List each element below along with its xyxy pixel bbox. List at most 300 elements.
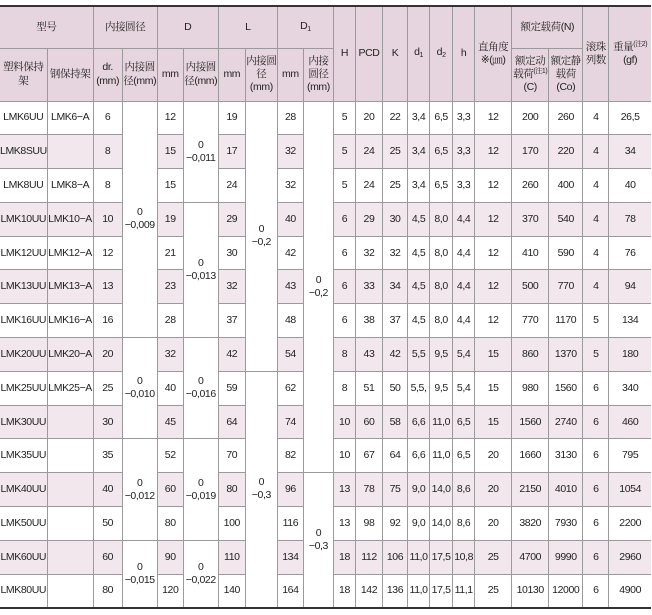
D1-value: 32 <box>277 169 303 203</box>
steel-retainer-model: LMK6−A <box>47 101 93 135</box>
header-D1-sub: 1 <box>307 25 311 33</box>
steel-retainer-model <box>47 439 93 473</box>
tolerance-upper: 0 <box>198 138 204 151</box>
table-row <box>0 473 651 507</box>
balls-value: 6 <box>583 574 609 608</box>
D1-value: 62 <box>277 371 303 405</box>
d2-value: 8,0 <box>430 270 453 304</box>
header-d2-sub: 2 <box>442 52 446 60</box>
header-d1 <box>408 6 430 101</box>
d2-value: 8,0 <box>430 304 453 338</box>
header-dynamic-note: (注1) <box>533 67 548 75</box>
L-value: 110 <box>218 540 245 574</box>
balls-value: 5 <box>583 338 609 372</box>
D1-value: 54 <box>277 338 303 372</box>
dr-value: 8 <box>93 135 122 169</box>
h-value: 3,3 <box>453 135 475 169</box>
L-value: 37 <box>218 304 245 338</box>
header-D-mm: mm <box>157 48 183 101</box>
dr-value: 16 <box>93 304 122 338</box>
header-d2 <box>430 6 453 101</box>
PCD-value: 78 <box>355 473 382 507</box>
H-value: 5 <box>333 101 355 135</box>
balls-value: 6 <box>583 507 609 541</box>
header-plastic-retainer: 塑料保持架 <box>0 48 47 101</box>
d1-value: 3,4 <box>408 135 430 169</box>
tolerance-lower: −0,012 <box>124 489 155 502</box>
plastic-retainer-model: LMK8SUU <box>0 135 47 169</box>
L-value: 42 <box>218 338 245 372</box>
plastic-retainer-model: LMK60UU <box>0 540 47 574</box>
H-value: 6 <box>333 236 355 270</box>
tolerance-upper: 0 <box>136 560 143 573</box>
weight-value: 78 <box>609 202 651 236</box>
PCD-value: 98 <box>355 507 382 541</box>
PCD-value: 60 <box>355 405 382 439</box>
header-perp-label: 直角度 <box>478 40 509 53</box>
d1-value: 4,5 <box>408 236 430 270</box>
weight-value: 1054 <box>609 473 651 507</box>
h-value: 3,3 <box>453 169 475 203</box>
Co-value: 1370 <box>549 338 583 372</box>
plastic-retainer-model: LMK16UU <box>0 304 47 338</box>
h-value: 6,5 <box>453 405 475 439</box>
H-value: 8 <box>333 371 355 405</box>
balls-value: 4 <box>583 270 609 304</box>
balls-value: 6 <box>583 405 609 439</box>
C-value: 170 <box>512 135 549 169</box>
tolerance-upper: 0 <box>258 223 265 236</box>
dr-value: 30 <box>93 405 122 439</box>
balls-value: 4 <box>583 101 609 135</box>
C-value: 4700 <box>512 540 549 574</box>
h-value: 11,1 <box>453 574 475 608</box>
K-value: 75 <box>383 473 408 507</box>
balls-value: 6 <box>583 371 609 405</box>
d1-tolerance-cell <box>303 101 333 473</box>
C-value: 200 <box>512 101 549 135</box>
D-value: 120 <box>157 574 183 608</box>
perp-value: 20 <box>475 439 512 473</box>
perp-value: 15 <box>475 405 512 439</box>
L-value: 140 <box>218 574 245 608</box>
K-value: 64 <box>383 439 408 473</box>
D1-value: 116 <box>277 507 303 541</box>
tolerance-lower: −0,011 <box>186 151 216 164</box>
d2-value: 11,0 <box>430 405 453 439</box>
dr-value: 20 <box>93 338 122 372</box>
D-value: 19 <box>157 202 183 236</box>
D1-value: 32 <box>277 135 303 169</box>
dr-value: 80 <box>93 574 122 608</box>
d2-value: 6,5 <box>430 135 453 169</box>
weight-value: 180 <box>609 338 651 372</box>
header-dynamic-unit: (C) <box>523 81 537 94</box>
header-rated-load: 额定载荷(N) <box>512 6 583 48</box>
dr-value: 60 <box>93 540 122 574</box>
H-value: 6 <box>333 202 355 236</box>
PCD-value: 43 <box>355 338 382 372</box>
header-steel-retainer: 钢保持架 <box>47 48 93 101</box>
d2-value: 8,0 <box>430 236 453 270</box>
C-value: 370 <box>512 202 549 236</box>
D1-value: 134 <box>277 540 303 574</box>
balls-value: 4 <box>583 169 609 203</box>
d1-value: 11,0 <box>408 574 430 608</box>
D1-value: 28 <box>277 101 303 135</box>
perp-value: 12 <box>475 236 512 270</box>
linear-bushing-spec-table <box>0 5 651 609</box>
weight-value: 2960 <box>609 540 651 574</box>
steel-retainer-model: LMK25−A <box>47 371 93 405</box>
D-value: 23 <box>157 270 183 304</box>
K-value: 25 <box>383 169 408 203</box>
D-value: 40 <box>157 371 183 405</box>
K-value: 58 <box>383 405 408 439</box>
D-value: 32 <box>157 338 183 372</box>
weight-value: 40 <box>609 169 651 203</box>
balls-value: 4 <box>583 135 609 169</box>
perp-value: 12 <box>475 135 512 169</box>
header-L-tolerance: 内接圆径(mm) <box>245 48 277 101</box>
d2-value: 17,5 <box>430 574 453 608</box>
h-value: 4,4 <box>453 304 475 338</box>
d1-value: 9,0 <box>408 473 430 507</box>
weight-value: 795 <box>609 439 651 473</box>
PCD-value: 24 <box>355 169 382 203</box>
PCD-value: 32 <box>355 236 382 270</box>
balls-value: 6 <box>583 473 609 507</box>
steel-retainer-model <box>47 507 93 541</box>
d-tolerance-cell <box>183 540 218 608</box>
d1-value: 4,5 <box>408 270 430 304</box>
steel-retainer-model <box>47 405 93 439</box>
header-dr-tolerance: 内接圆径(mm) <box>122 48 157 101</box>
perp-value: 12 <box>475 270 512 304</box>
Co-value: 770 <box>549 270 583 304</box>
header-static-label: 额定静载荷 <box>550 54 581 80</box>
balls-value: 6 <box>583 439 609 473</box>
weight-value: 76 <box>609 236 651 270</box>
steel-retainer-model <box>47 473 93 507</box>
Co-value: 1170 <box>549 304 583 338</box>
perp-value: 15 <box>475 371 512 405</box>
PCD-value: 51 <box>355 371 382 405</box>
D-value: 90 <box>157 540 183 574</box>
D-value: 28 <box>157 304 183 338</box>
d-tolerance-cell <box>183 202 218 337</box>
D-value: 52 <box>157 439 183 473</box>
h-value: 8,6 <box>453 473 475 507</box>
tolerance-upper: 0 <box>136 206 143 219</box>
perp-value: 25 <box>475 574 512 608</box>
C-value: 3820 <box>512 507 549 541</box>
weight-value: 2200 <box>609 507 651 541</box>
d1-value: 5,5, <box>408 371 430 405</box>
tolerance-lower: −0,009 <box>124 219 155 232</box>
D-value: 45 <box>157 405 183 439</box>
header-inscribed-diameter: 内接圆径 <box>93 6 157 48</box>
H-value: 10 <box>333 405 355 439</box>
PCD-value: 29 <box>355 202 382 236</box>
K-value: 106 <box>383 540 408 574</box>
C-value: 260 <box>512 169 549 203</box>
steel-retainer-model: LMK12−A <box>47 236 93 270</box>
plastic-retainer-model: LMK13UU <box>0 270 47 304</box>
l-tolerance-cell <box>245 371 277 608</box>
header-static-unit: (Co) <box>556 81 576 94</box>
header-model: 型号 <box>0 6 93 48</box>
tolerance-upper: 0 <box>198 375 204 388</box>
tolerance-lower: −0,3 <box>251 489 271 502</box>
h-value: 5,4 <box>453 338 475 372</box>
C-value: 410 <box>512 236 549 270</box>
C-value: 10130 <box>512 574 549 608</box>
header-dynamic-label: 额定动载荷 <box>513 54 546 80</box>
D1-value: 43 <box>277 270 303 304</box>
H-value: 6 <box>333 270 355 304</box>
plastic-retainer-model: LMK25UU <box>0 371 47 405</box>
perp-value: 20 <box>475 473 512 507</box>
K-value: 42 <box>383 338 408 372</box>
C-value: 770 <box>512 304 549 338</box>
H-value: 13 <box>333 507 355 541</box>
PCD-value: 38 <box>355 304 382 338</box>
L-value: 24 <box>218 169 245 203</box>
Co-value: 9990 <box>549 540 583 574</box>
d-tolerance-cell <box>183 439 218 540</box>
L-value: 80 <box>218 473 245 507</box>
weight-value: 134 <box>609 304 651 338</box>
K-value: 92 <box>383 507 408 541</box>
dr-value: 10 <box>93 202 122 236</box>
table-row <box>0 101 651 135</box>
H-value: 13 <box>333 473 355 507</box>
header-d1-sub: 1 <box>419 52 424 60</box>
d2-value: 8,0 <box>430 202 453 236</box>
D-value: 15 <box>157 169 183 203</box>
PCD-value: 20 <box>355 101 382 135</box>
L-value: 100 <box>218 507 245 541</box>
h-value: 8,6 <box>453 507 475 541</box>
h-value: 10,8 <box>453 540 475 574</box>
d2-value: 9,5 <box>430 371 453 405</box>
header-D: D <box>157 6 218 48</box>
PCD-value: 67 <box>355 439 382 473</box>
tolerance-lower: −0,022 <box>185 573 216 586</box>
weight-value: 4900 <box>609 574 651 608</box>
dr-value: 35 <box>93 439 122 473</box>
Co-value: 400 <box>549 169 583 203</box>
d-tolerance-cell <box>183 338 218 439</box>
d1-value: 11,0 <box>408 540 430 574</box>
perp-value: 25 <box>475 540 512 574</box>
dr-value: 8 <box>93 169 122 203</box>
header-perpendicularity <box>475 6 512 101</box>
header-weight-note: (注2) <box>633 40 648 48</box>
header-weight-unit: (gf) <box>623 53 638 66</box>
weight-value: 26,5 <box>609 101 651 135</box>
D1-value: 74 <box>277 405 303 439</box>
H-value: 5 <box>333 135 355 169</box>
H-value: 10 <box>333 439 355 473</box>
h-value: 5,4 <box>453 371 475 405</box>
d-tolerance-cell <box>183 101 218 202</box>
d1-value: 9,0 <box>408 507 430 541</box>
tolerance-upper: 0 <box>136 476 143 489</box>
table-header <box>0 6 651 101</box>
steel-retainer-model <box>47 574 93 608</box>
steel-retainer-model: LMK20−A <box>47 338 93 372</box>
Co-value: 1560 <box>549 371 583 405</box>
D-value: 21 <box>157 236 183 270</box>
L-value: 70 <box>218 439 245 473</box>
D-value: 15 <box>157 135 183 169</box>
header-perp-unit: ※(㎛) <box>480 53 506 66</box>
D1-value: 82 <box>277 439 303 473</box>
tolerance-upper: 0 <box>315 526 322 539</box>
h-value: 4,4 <box>453 270 475 304</box>
Co-value: 3130 <box>549 439 583 473</box>
plastic-retainer-model: LMK20UU <box>0 338 47 372</box>
dr-value: 50 <box>93 507 122 541</box>
Co-value: 7930 <box>549 507 583 541</box>
Co-value: 4010 <box>549 473 583 507</box>
header-weight-label: 重量 <box>613 40 634 53</box>
steel-retainer-model <box>47 135 93 169</box>
D-value: 80 <box>157 507 183 541</box>
steel-retainer-model: LMK13−A <box>47 270 93 304</box>
Co-value: 260 <box>549 101 583 135</box>
d1-value: 5,5 <box>408 338 430 372</box>
d2-value: 9,5 <box>430 338 453 372</box>
dr-tolerance-cell <box>122 540 157 608</box>
d1-value: 4,5 <box>408 202 430 236</box>
tolerance-lower: −0,2 <box>251 236 271 249</box>
header-d1-main: d <box>414 46 420 59</box>
K-value: 30 <box>383 202 408 236</box>
weight-value: 460 <box>609 405 651 439</box>
dr-value: 12 <box>93 236 122 270</box>
d1-tolerance-cell <box>303 473 333 608</box>
header-H: H <box>333 6 355 101</box>
tolerance-lower: −0,016 <box>185 388 216 401</box>
Co-value: 590 <box>549 236 583 270</box>
H-value: 5 <box>333 169 355 203</box>
H-value: 6 <box>333 304 355 338</box>
C-value: 2150 <box>512 473 549 507</box>
D1-value: 40 <box>277 202 303 236</box>
plastic-retainer-model: LMK8UU <box>0 169 47 203</box>
dr-value: 13 <box>93 270 122 304</box>
weight-value: 340 <box>609 371 651 405</box>
header-L: L <box>218 6 277 48</box>
C-value: 860 <box>512 338 549 372</box>
C-value: 1560 <box>512 405 549 439</box>
header-ball-rows: 滚珠列数 <box>583 6 609 101</box>
K-value: 22 <box>383 101 408 135</box>
dr-value: 25 <box>93 371 122 405</box>
perp-value: 20 <box>475 507 512 541</box>
L-value: 59 <box>218 371 245 405</box>
K-value: 136 <box>383 574 408 608</box>
plastic-retainer-model: LMK80UU <box>0 574 47 608</box>
K-value: 37 <box>383 304 408 338</box>
header-D1-mm: mm <box>277 48 303 101</box>
dr-value: 6 <box>93 101 122 135</box>
perp-value: 12 <box>475 202 512 236</box>
perp-value: 12 <box>475 101 512 135</box>
K-value: 25 <box>383 135 408 169</box>
PCD-value: 112 <box>355 540 382 574</box>
tolerance-upper: 0 <box>315 273 322 286</box>
L-value: 32 <box>218 270 245 304</box>
H-value: 18 <box>333 574 355 608</box>
steel-retainer-model <box>47 540 93 574</box>
dr-tolerance-cell <box>122 338 157 439</box>
L-value: 19 <box>218 101 245 135</box>
header-dr: dr.(mm) <box>93 48 122 101</box>
d1-value: 3,4 <box>408 101 430 135</box>
perp-value: 12 <box>475 169 512 203</box>
D1-value: 48 <box>277 304 303 338</box>
tolerance-lower: −0,015 <box>124 573 155 586</box>
d2-value: 11,0 <box>430 439 453 473</box>
H-value: 8 <box>333 338 355 372</box>
weight-value: 34 <box>609 135 651 169</box>
tolerance-upper: 0 <box>198 256 204 269</box>
table-body <box>0 101 651 608</box>
balls-value: 4 <box>583 202 609 236</box>
tolerance-lower: −0,019 <box>185 489 216 502</box>
d1-value: 3,4 <box>408 169 430 203</box>
balls-value: 5 <box>583 304 609 338</box>
h-value: 4,4 <box>453 236 475 270</box>
K-value: 32 <box>383 236 408 270</box>
d2-value: 14,0 <box>430 507 453 541</box>
header-dynamic-load <box>512 48 549 101</box>
tolerance-lower: −0,3 <box>308 540 328 553</box>
plastic-retainer-model: LMK35UU <box>0 439 47 473</box>
header-PCD: PCD <box>355 6 382 101</box>
H-value: 18 <box>333 540 355 574</box>
header-D1-tolerance: 内接圆径(mm) <box>303 48 333 101</box>
header-static-load <box>549 48 583 101</box>
Co-value: 2740 <box>549 405 583 439</box>
dr-tolerance-cell <box>122 101 157 338</box>
tolerance-upper: 0 <box>136 375 143 388</box>
plastic-retainer-model: LMK10UU <box>0 202 47 236</box>
D-value: 12 <box>157 101 183 135</box>
tolerance-upper: 0 <box>258 476 265 489</box>
PCD-value: 142 <box>355 574 382 608</box>
h-value: 3,3 <box>453 101 475 135</box>
d2-value: 6,5 <box>430 101 453 135</box>
plastic-retainer-model: LMK6UU <box>0 101 47 135</box>
L-value: 30 <box>218 236 245 270</box>
plastic-retainer-model: LMK30UU <box>0 405 47 439</box>
balls-value: 4 <box>583 236 609 270</box>
D1-value: 96 <box>277 473 303 507</box>
PCD-value: 24 <box>355 135 382 169</box>
weight-value: 94 <box>609 270 651 304</box>
plastic-retainer-model: LMK12UU <box>0 236 47 270</box>
L-value: 64 <box>218 405 245 439</box>
L-value: 29 <box>218 202 245 236</box>
steel-retainer-model: LMK10−A <box>47 202 93 236</box>
steel-retainer-model: LMK8−A <box>47 169 93 203</box>
tolerance-upper: 0 <box>198 560 204 573</box>
